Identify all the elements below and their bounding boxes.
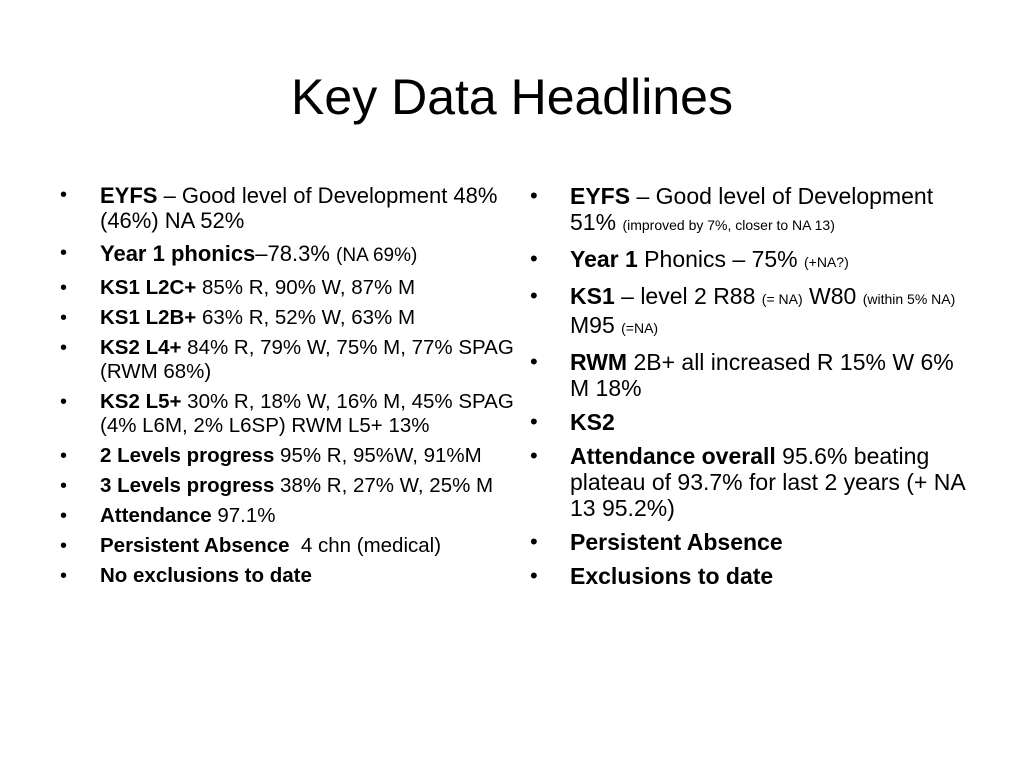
- bullet-icon: •: [530, 443, 538, 468]
- list-item: • RWM 2B+ all increased R 15% W 6% M 18%: [530, 349, 954, 401]
- bullet-icon: •: [60, 475, 68, 497]
- bullet-icon: •: [60, 565, 68, 587]
- bullet-icon: •: [60, 337, 68, 359]
- list-item: • No exclusions to date: [60, 564, 312, 587]
- slide-title: Key Data Headlines: [291, 69, 733, 125]
- bullet-icon: •: [60, 277, 68, 299]
- bullet-icon: •: [530, 283, 538, 308]
- list-item: • 3 Levels progress 38% R, 27% W, 25% M: [60, 474, 494, 497]
- right-bullet-list: [530, 183, 970, 597]
- list-item: • KS2: [530, 409, 615, 435]
- bullet-icon: •: [60, 307, 68, 329]
- list-item: • KS1 L2C+ 85% R, 90% W, 87% M: [60, 276, 416, 299]
- list-item: • Persistent Absence 4 chn (medical): [60, 534, 442, 557]
- list-item: • Year 1 phonics–78.3% (NA 69%): [60, 241, 418, 266]
- list-item: • EYFS – Good level of Development 51% (improved by 7%, closer to NA 13): [530, 183, 934, 235]
- bullet-icon: •: [60, 184, 68, 206]
- list-item: • KS1 – level 2 R88 (= NA) W80 (within 5% NA) M95 (=NA): [530, 283, 956, 338]
- list-item: • 2 Levels progress 95% R, 95%W, 91%M: [60, 444, 482, 467]
- list-item: • EYFS – Good level of Development 48% (46%) NA 52%: [60, 183, 498, 233]
- bullet-icon: •: [60, 505, 68, 527]
- bullet-icon: •: [530, 529, 538, 554]
- bullet-icon: •: [530, 246, 538, 271]
- bullet-icon: •: [60, 242, 68, 264]
- bullet-icon: •: [60, 445, 68, 467]
- list-item: • Attendance 97.1%: [60, 504, 276, 527]
- list-item: • KS2 L5+ 30% R, 18% W, 16% M, 45% SPAG (4% L6M, 2% L6SP) RWM L5+ 13%: [60, 390, 514, 437]
- bullet-icon: •: [60, 535, 68, 557]
- list-item: • Persistent Absence: [530, 529, 783, 555]
- list-item: • Attendance overall 95.6% beating plateau of 93.7% for last 2 years (+ NA 13 95.2%): [530, 443, 965, 521]
- bullet-icon: •: [530, 409, 538, 434]
- list-item: • Exclusions to date: [530, 563, 774, 589]
- list-item: • Year 1 Phonics – 75% (+NA?): [530, 246, 849, 272]
- list-item: • KS1 L2B+ 63% R, 52% W, 63% M: [60, 306, 416, 329]
- bullet-icon: •: [60, 391, 68, 413]
- bullet-icon: •: [530, 349, 538, 374]
- list-item: • KS2 L4+ 84% R, 79% W, 75% M, 77% SPAG (RWM 68%): [60, 336, 514, 383]
- left-bullet-list: [60, 183, 524, 594]
- bullet-icon: •: [530, 563, 538, 588]
- bullet-icon: •: [530, 183, 538, 208]
